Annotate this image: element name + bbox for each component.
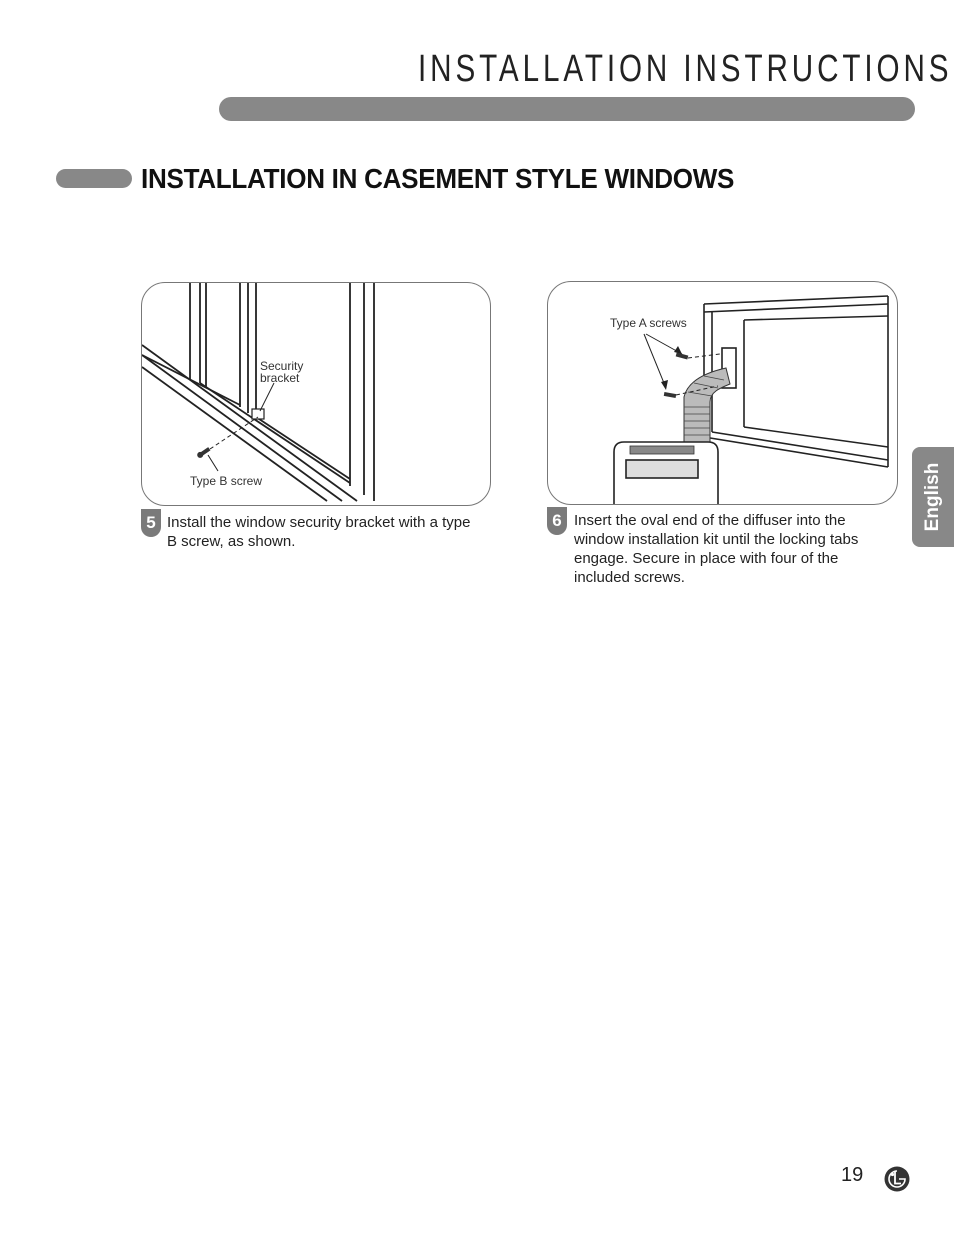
casement-window-drawing — [142, 283, 490, 505]
step-5-illustration — [141, 282, 491, 506]
section-title: INSTALLATION IN CASEMENT STYLE WINDOWS — [141, 163, 735, 194]
step-6-number: 6 — [547, 507, 567, 535]
language-tab-label: English — [922, 462, 943, 532]
lg-logo-icon — [884, 1166, 910, 1192]
step-5-text: Install the window security bracket with a type B screw, as shown. — [167, 514, 471, 550]
step-6-text: Insert the oval end of the diffuser into the window installation kit until the locking tabs engage. Secure in place with four of the included screws. — [574, 512, 859, 586]
callout-type-b-screw: Type B screw — [190, 474, 263, 488]
callout-security: Security — [260, 359, 304, 373]
callout-bracket: bracket — [260, 371, 300, 385]
diffuser-install-drawing — [548, 282, 897, 504]
header-title: INSTALLATION INSTRUCTIONS — [418, 48, 953, 90]
page-number: 19 — [841, 1164, 864, 1186]
step-5-number: 5 — [141, 509, 161, 537]
header-bar — [219, 97, 915, 121]
step-6-illustration — [547, 281, 898, 505]
callout-type-a-screws: Type A screws — [610, 316, 687, 330]
section-pill — [56, 169, 132, 188]
language-tab — [912, 447, 954, 547]
